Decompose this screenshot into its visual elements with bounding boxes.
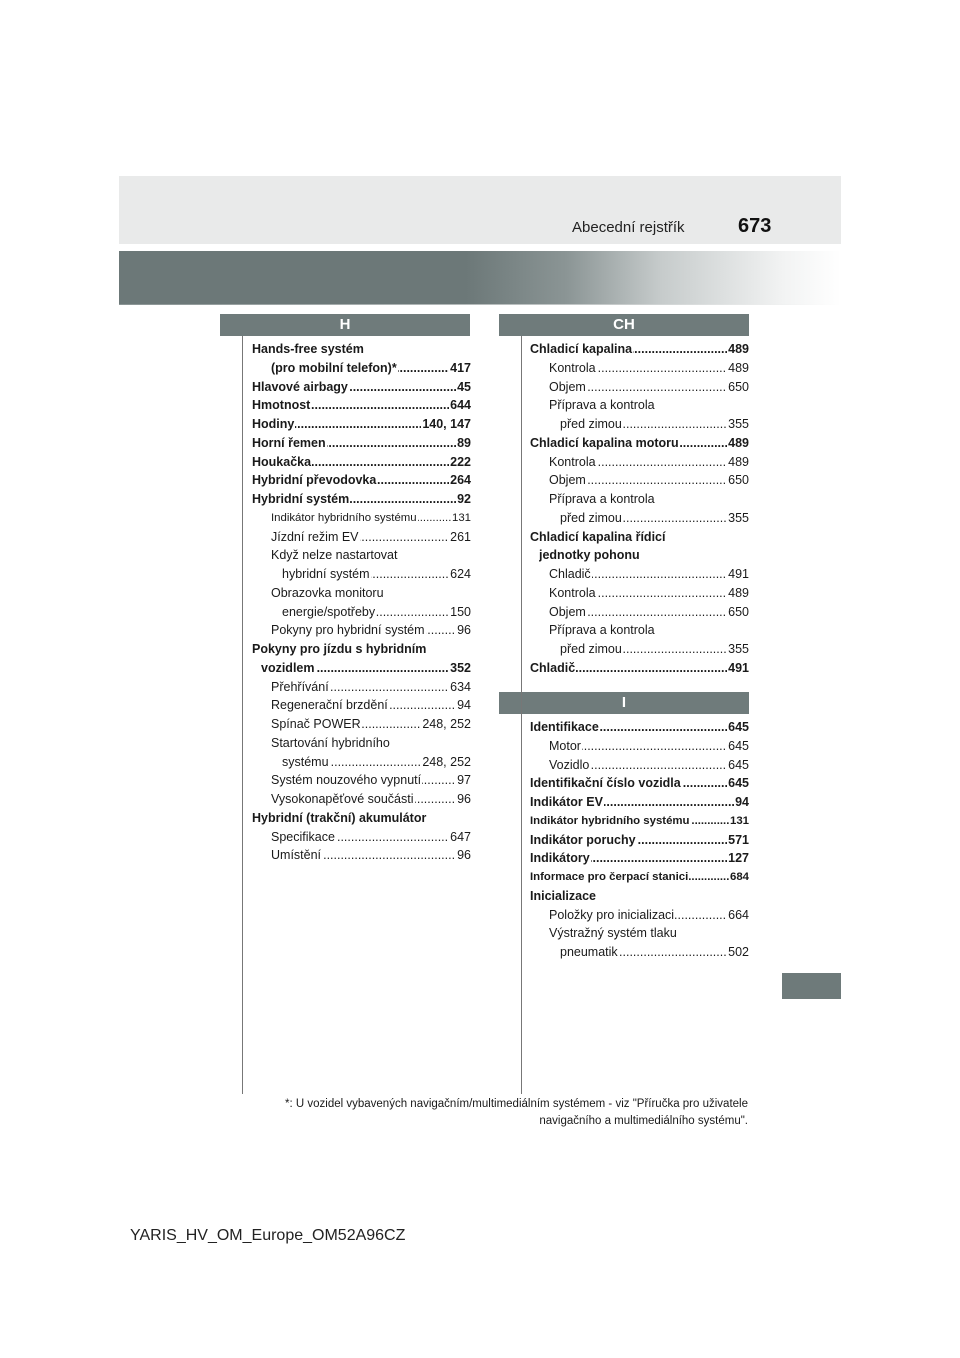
index-entry-term: ..... vozidlem <box>261 660 315 675</box>
index-entry <box>549 737 749 755</box>
index-entry <box>252 396 471 414</box>
index-entry <box>530 718 749 736</box>
index-entry-page: 624 <box>450 567 471 581</box>
index-entry <box>271 678 471 696</box>
index-entry <box>549 584 749 602</box>
index-entry-term: ..... Vysokonapěťové součásti <box>271 792 414 806</box>
index-entry-page: 417 <box>450 360 471 375</box>
index-entry-term: Pokyny pro jízdu s hybridním <box>252 642 427 656</box>
index-entry-term: ..... systému <box>282 754 329 769</box>
index-entry-term: ..... Hybridní systém <box>252 492 350 506</box>
index-entry <box>530 793 749 811</box>
index-entry-term: ..... Spínač POWER <box>271 717 361 731</box>
index-entry <box>530 849 749 867</box>
index-entry-term: ..... Objem <box>549 379 586 394</box>
index-entry-page: 131 <box>729 812 749 830</box>
index-entry <box>560 943 749 961</box>
index-entry <box>252 434 471 452</box>
index-entry <box>282 603 471 621</box>
index-entry <box>271 715 471 733</box>
index-entry-term: ..... Indikátor poruchy <box>530 832 636 847</box>
index-entry-page: 96 <box>457 792 471 806</box>
index-entry-page: 650 <box>728 604 749 619</box>
column-header-h: H <box>220 314 470 336</box>
index-entry-page: 248, 252 <box>422 754 471 769</box>
index-entry <box>271 828 471 846</box>
index-entry-term: ..... pneumatik <box>560 945 618 959</box>
index-entry-term: Výstražný systém tlaku <box>549 926 677 941</box>
index-entry-page: 645 <box>728 738 749 753</box>
index-entry-page: 131 <box>451 509 471 527</box>
document-id: YARIS_HV_OM_Europe_OM52A96CZ <box>130 1227 406 1244</box>
index-entry-term: ..... Umístění <box>271 848 322 863</box>
index-entry-page: 647 <box>450 829 471 844</box>
index-entry-term: ..... Specifikace <box>271 829 335 844</box>
index-entry <box>530 528 749 546</box>
index-entry-term: Chladicí kapalina řídicí <box>530 529 666 544</box>
index-entry <box>252 471 471 489</box>
index-entry-page: 352 <box>450 660 471 675</box>
index-entry-page: 645 <box>728 720 749 734</box>
index-entry-term: ..... Identifikace <box>530 720 599 734</box>
index-entry-page: 261 <box>450 529 471 544</box>
index-entry-term: ..... před zimou <box>560 642 622 656</box>
index-entry-term: ..... Systém nouzového vypnutí <box>271 773 422 788</box>
index-entry-term: Hands-free systém <box>252 342 364 356</box>
index-entry <box>530 340 749 358</box>
index-entry <box>549 490 749 508</box>
index-entry-page: 489 <box>728 585 749 600</box>
index-entry <box>560 415 749 433</box>
index-entry-page: 94 <box>735 795 749 809</box>
index-entry-term: ..... Hmotnost <box>252 398 311 413</box>
index-entry <box>549 471 749 489</box>
index-entry-term: ..... Přehřívání <box>271 679 329 694</box>
index-entry-term: ..... Chladicí kapalina <box>530 342 633 356</box>
index-entry-term: ..... před zimou <box>560 510 622 525</box>
index-entry-page: 127 <box>728 851 749 866</box>
index-entry-term: Startování hybridního <box>271 735 390 750</box>
index-entry-page: 140, 147 <box>422 417 471 431</box>
chapter-tab-marker <box>782 973 841 999</box>
index-entry <box>530 774 749 792</box>
index-entry-page: 489 <box>728 435 749 450</box>
footnote-line-2: navigačního a multimediálního systému". <box>539 1115 748 1127</box>
index-entry-term: ..... Hybridní převodovka <box>252 473 377 488</box>
index-entry-page: 97 <box>457 773 471 788</box>
index-entry-term: ..... Kontrola <box>549 360 596 375</box>
index-entry-page: 355 <box>728 642 749 656</box>
index-entry-term: Obrazovka monitoru <box>271 585 384 600</box>
index-entry-term: ..... Houkačka <box>252 454 312 469</box>
index-entry <box>252 378 471 396</box>
index-entry <box>530 434 749 452</box>
index-entry-term: jednotky pohonu <box>539 548 640 563</box>
index-entry-page: 92 <box>457 492 471 506</box>
index-entry <box>560 640 749 658</box>
index-entry-page: 96 <box>457 848 471 863</box>
index-entry <box>282 565 471 583</box>
index-entry-term: ..... Regenerační brzdění <box>271 698 388 713</box>
index-entry-page: 489 <box>728 360 749 375</box>
index-entry-term: ..... Indikátory <box>530 851 590 866</box>
index-entry <box>530 812 749 830</box>
index-entry <box>549 621 749 639</box>
index-entry-term: ..... Objem <box>549 473 586 488</box>
index-entry <box>271 771 471 789</box>
index-entry-page: 96 <box>457 623 471 638</box>
index-entry <box>530 868 749 886</box>
index-entry-term: ..... Indikátor hybridního systému <box>271 509 418 527</box>
index-entry-term: ..... Objem <box>549 604 586 619</box>
index-entry <box>252 453 471 471</box>
section-title: Abecední rejstřík <box>572 219 685 236</box>
index-entry <box>549 453 749 471</box>
index-entry-term: ..... Informace pro čerpací stanici <box>530 868 689 886</box>
index-entry-term: ..... Motor <box>549 738 581 753</box>
index-entry-term: ..... Identifikační číslo vozidla <box>530 776 681 791</box>
index-entry-page: 489 <box>728 342 749 356</box>
index-entry <box>282 753 471 771</box>
index-entry-page: 248, 252 <box>422 717 471 731</box>
index-entry <box>530 831 749 849</box>
index-entry-page: 634 <box>450 679 471 694</box>
index-entry <box>271 528 471 546</box>
index-entry-page: 644 <box>450 398 471 413</box>
index-entry-term: Příprava a kontrola <box>549 398 655 413</box>
index-entry <box>252 340 471 358</box>
index-entry <box>549 396 749 414</box>
header-band <box>119 176 841 244</box>
index-entry-term: ..... Indikátor hybridního systému <box>530 812 691 830</box>
column-rule-right <box>521 336 522 1094</box>
column-header-ch: CH <box>499 314 749 336</box>
index-entry <box>549 565 749 583</box>
index-entry <box>549 603 749 621</box>
index-entry-term: ..... hybridní systém <box>282 567 370 581</box>
index-entry <box>252 490 471 508</box>
page-number: 673 <box>738 215 772 237</box>
index-entry-term: ..... Jízdní režim EV <box>271 529 359 544</box>
index-entry-term: ..... Chladič <box>530 660 576 675</box>
band-underline <box>119 304 841 305</box>
index-entry-page: 645 <box>728 757 749 772</box>
index-entry <box>271 584 471 602</box>
index-entry-term: ..... Kontrola <box>549 454 596 469</box>
index-entry-term: ..... Horní řemen <box>252 435 326 450</box>
decorative-band <box>119 251 841 304</box>
index-entry <box>252 415 471 433</box>
index-entry-page: 150 <box>450 604 471 619</box>
footnote-line-1: *: U vozidel vybavených navigačním/multimediálním systémem - viz "Příručka pro uživatele <box>285 1098 748 1110</box>
index-entry-term: ..... před zimou <box>560 417 622 431</box>
index-entry <box>271 546 471 564</box>
index-entry <box>549 906 749 924</box>
index-entry <box>271 696 471 714</box>
index-entry-page: 489 <box>728 454 749 469</box>
index-entry-term: ..... Kontrola <box>549 585 596 600</box>
index-entry-page: 664 <box>728 907 749 922</box>
index-entry <box>271 359 471 377</box>
index-entry-page: 222 <box>450 454 471 469</box>
index-entry-term: ..... Indikátor EV <box>530 795 603 809</box>
index-entry <box>549 359 749 377</box>
index-entry-term: ..... Vozidlo <box>549 757 590 772</box>
index-entry <box>560 509 749 527</box>
index-entry <box>252 809 471 827</box>
index-entry-page: 571 <box>728 832 749 847</box>
index-entry <box>261 659 471 677</box>
index-entry-page: 491 <box>728 660 749 675</box>
index-entry-page: 45 <box>457 379 471 394</box>
index-entry <box>271 790 471 808</box>
index-entry-term: ..... Chladič <box>549 567 591 581</box>
index-entry-term: Hybridní (trakční) akumulátor <box>252 810 427 825</box>
index-entry <box>271 509 471 527</box>
index-entry-page: 355 <box>728 510 749 525</box>
index-entry-term: ..... Položky pro inicializaci <box>549 907 675 922</box>
index-entry-term: ..... Pokyny pro hybridní systém <box>271 623 425 638</box>
index-entry-term: Když nelze nastartovat <box>271 548 398 563</box>
index-entry-page: 264 <box>450 473 471 488</box>
index-entry <box>252 640 471 658</box>
index-entry <box>271 621 471 639</box>
index-entry-term: Inicializace <box>530 888 597 903</box>
index-entry <box>530 887 749 905</box>
index-entry <box>549 378 749 396</box>
index-entry-term: ..... energie/spotřeby <box>282 604 376 619</box>
index-entry-page: 355 <box>728 417 749 431</box>
index-entry-term: ..... Chladicí kapalina motoru <box>530 435 679 450</box>
index-entry-page: 491 <box>728 567 749 581</box>
index-entry-term: Příprava a kontrola <box>549 492 655 506</box>
index-entry <box>539 546 749 564</box>
index-entry <box>549 924 749 942</box>
index-entry-page: 502 <box>728 945 749 959</box>
index-entry <box>549 756 749 774</box>
column-rule-left <box>242 336 243 1094</box>
index-entry-page: 94 <box>457 698 471 713</box>
index-entry-term: ..... Hodiny <box>252 417 295 431</box>
index-entry-page: 684 <box>729 868 749 886</box>
index-entry-page: 650 <box>728 473 749 488</box>
index-entry-page: 650 <box>728 379 749 394</box>
column-header-i: I <box>499 692 749 714</box>
index-entry-term: ..... (pro mobilní telefon)* <box>271 360 397 375</box>
index-entry-term: ..... Hlavové airbagy <box>252 379 348 394</box>
index-entry-page: 89 <box>457 435 471 450</box>
index-entry <box>271 734 471 752</box>
index-entry-term: Příprava a kontrola <box>549 623 655 638</box>
index-entry-page: 645 <box>728 776 749 791</box>
index-entry <box>530 659 749 677</box>
index-entry <box>271 846 471 864</box>
